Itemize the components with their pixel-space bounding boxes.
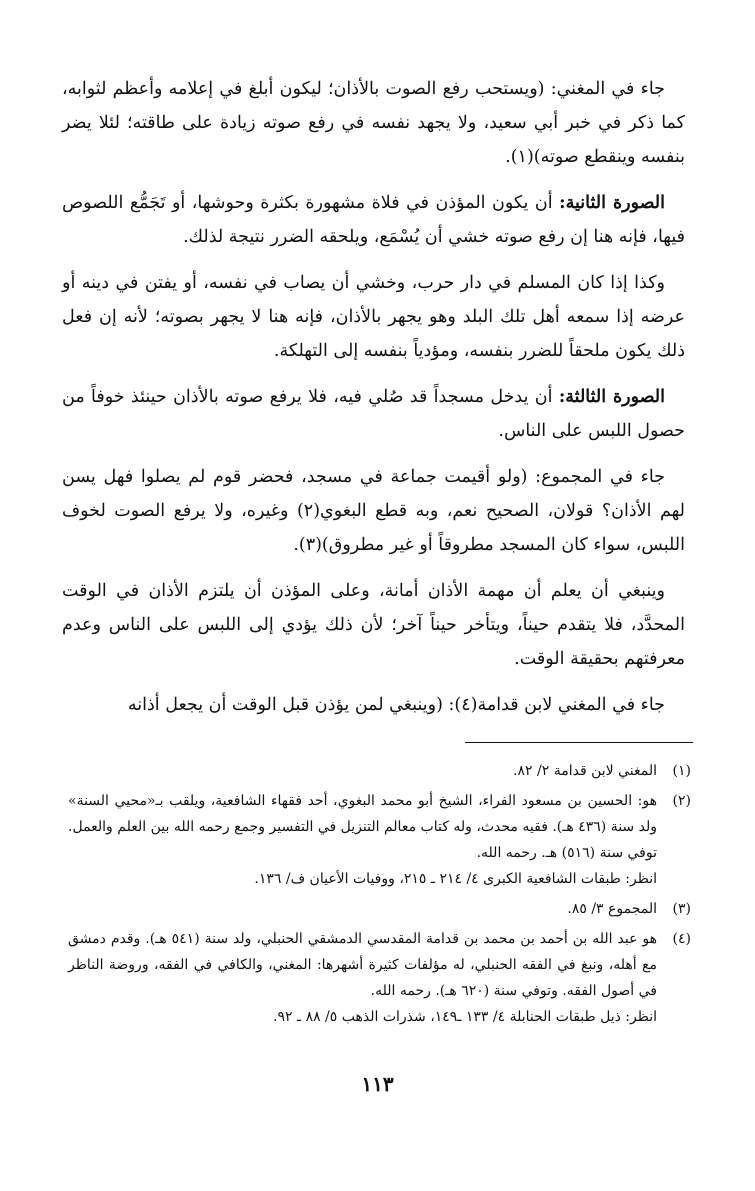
footnote-4	[68, 926, 691, 1030]
paragraph-2	[62, 186, 685, 254]
paragraph-text: أن يدخل مسجداً قد صُلي فيه، فلا يرفع صوته بالأذان حينئذ خوفاً من حصول اللبس على الناس.	[62, 387, 685, 441]
paragraph-text: جاء في المغني لابن قدامة(٤): (وينبغي لمن يؤذن قبل الوقت أن يجعل أذانه	[127, 695, 665, 715]
footnote-body	[68, 896, 657, 922]
footnotes	[68, 758, 691, 1034]
footnote-separator	[465, 742, 693, 743]
paragraph-lead: الصورة الثالثة:	[558, 387, 665, 407]
footnote-line: المغني لابن قدامة ٢/ ٨٢.	[513, 763, 657, 779]
paragraph-text: جاء في المجموع: (ولو أقيمت جماعة في مسجد، فحضر قوم لم يصلوا فهل يسن لهم الأذان؟ قولان، الصحيح نعم، وبه قطع البغوي(٢) وغيره، ولا يرفع الصوت لخوف اللبس، سواء كان المسجد مطروقاً أو غير مطروق)(٣).	[62, 467, 685, 555]
footnote-line: انظر: ذيل طبقات الحنابلة ٤/ ١٣٣ ـ١٤٩، شذرات الذهب ٥/ ٨٨ ـ ٩٢.	[273, 1009, 657, 1025]
footnote-number: (٣)	[672, 901, 691, 917]
paragraph-text: وينبغي أن يعلم أن مهمة الأذان أمانة، وعلى المؤذن أن يلتزم الأذان في الوقت المحدَّد، فلا يتقدم حيناً، ويتأخر حيناً آخر؛ لأن ذلك يؤدي إلى اللبس على الناس وعدم معرفتهم بحقيقة الوقت.	[62, 581, 685, 669]
footnote-line: انظر: طبقات الشافعية الكبرى ٤/ ٢١٤ ـ ٢١٥، ووفيات الأعيان ف/ ١٣٦.	[254, 871, 657, 887]
paragraph-5	[62, 460, 685, 562]
footnote-3	[68, 896, 691, 922]
footnote-number: (١)	[672, 763, 691, 779]
footnote-body	[68, 758, 657, 784]
footnote-1	[68, 758, 691, 784]
footnote-line: المجموع ٣/ ٨٥.	[567, 901, 657, 917]
paragraph-6	[62, 574, 685, 676]
main-text	[62, 72, 685, 734]
paragraph-text: أن يكون المؤذن في فلاة مشهورة بكثرة وحوشها، أو تَجَمُّع اللصوص فيها، فإنه هنا إن رفع صوته خشي أن يُسْمَع، ويلحقه الضرر نتيجة لذلك.	[62, 193, 685, 247]
paragraph-lead: الصورة الثانية:	[559, 193, 665, 213]
paragraph-4	[62, 380, 685, 448]
paragraph-7	[62, 688, 685, 722]
footnote-line: هو: الحسين بن مسعود الفراء، الشيخ أبو محمد البغوي، أحد فقهاء الشافعية، ويلقب بـ«محيي السنة» ولد سنة (٤٣٦ هـ). فقيه محدث، وله كتاب معالم التنزيل في التفسير وجمع رحمه الله بين العلم والعمل. توفي سنة (٥١٦) هـ. رحمه الله.	[68, 793, 657, 861]
footnote-2	[68, 788, 691, 892]
paragraph-text: جاء في المغني: (ويستحب رفع الصوت بالأذان؛ ليكون أبلغ في إعلامه وأعظم لثوابه، كما ذكر في خبر أبي سعيد، ولا يجهد نفسه في رفع صوته زيادة على طاقته؛ لئلا يضر بنفسه وينقطع صوته)(١).	[62, 79, 685, 167]
footnote-number: (٢)	[672, 793, 691, 809]
footnote-body	[68, 788, 657, 892]
footnote-number: (٤)	[672, 931, 691, 947]
paragraph-3	[62, 266, 685, 368]
footnote-line: هو عبد الله بن أحمد بن محمد بن قدامة المقدسي الدمشقي الحنبلي، ولد سنة (٥٤١ هـ). وقدم دمشق مع أهله، ونبغ في الفقه الحنبلي، له مؤلفات كثيرة أشهرها: المغني، والكافي في الفقه، وروضة الناظر في أصول الفقه. وتوفي سنة (٦٢٠ هـ). رحمه الله.	[68, 931, 657, 999]
footnote-body	[68, 926, 657, 1030]
paragraph-text: وكذا إذا كان المسلم في دار حرب، وخشي أن يصاب في نفسه، أو يفتن في دينه أو عرضه إذا سمعه أهل تلك البلد وهو يجهر بالأذان، فإنه هنا لا يجهر بصوته؛ لأنه إن فعل ذلك يكون ملحقاً للضرر بنفسه، ومؤدياً بنفسه إلى التهلكة.	[62, 273, 685, 361]
page-number: ١١٣	[361, 1072, 394, 1096]
paragraph-1	[62, 72, 685, 174]
